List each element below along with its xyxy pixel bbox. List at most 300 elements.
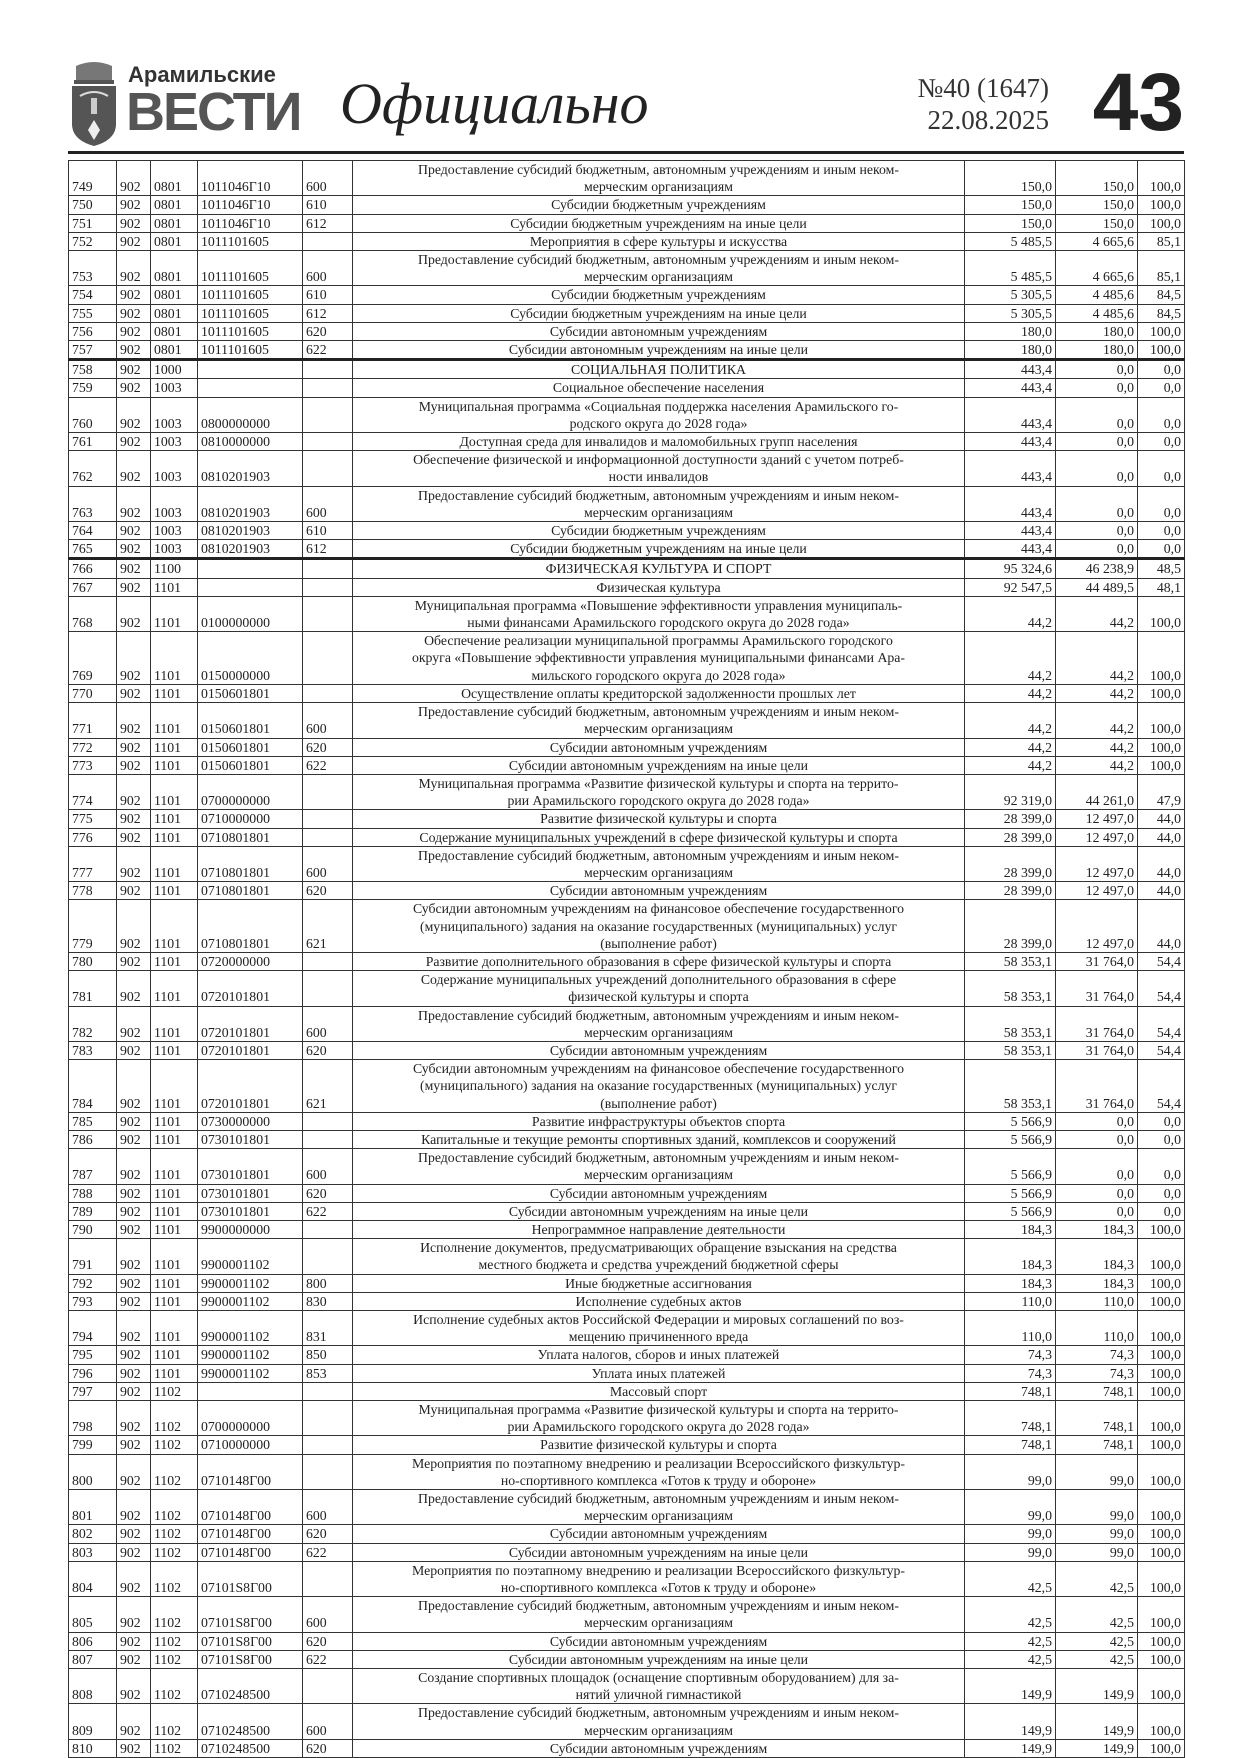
planned-amount-cell: 28 399,0 [965, 828, 1056, 846]
table-row [69, 1704, 1185, 1739]
execution-percent-cell: 54,4 [1138, 1006, 1185, 1041]
description-cell: Исполнение документов, предусматривающих обращение взыскания на средства местного бюджета и средства учреждений бюджетной сферы [353, 1239, 965, 1274]
execution-percent-cell: 100,0 [1138, 1597, 1185, 1632]
target-article-code-cell: 0100000000 [198, 596, 303, 631]
row-number-cell: 788 [69, 1184, 117, 1202]
row-number-cell: 762 [69, 451, 117, 486]
section-code-cell: 1101 [151, 596, 198, 631]
expense-type-code-cell: 800 [303, 1274, 353, 1292]
executed-amount-cell: 110,0 [1056, 1311, 1138, 1346]
description-cell: Массовый спорт [353, 1382, 965, 1400]
planned-amount-cell: 110,0 [965, 1311, 1056, 1346]
target-article-code-cell: 0720101801 [198, 971, 303, 1006]
planned-amount-cell: 5 566,9 [965, 1184, 1056, 1202]
description-cell: Субсидии автономным учреждениям на финансовое обеспечение государственного (муниципального) задания на оказание государственных (муниципальных) услуг (выполнение работ) [353, 1060, 965, 1113]
row-number-cell: 770 [69, 684, 117, 702]
description-cell: Муниципальная программа «Развитие физической культуры и спорта на террито- рии Арамильского городского округа до 2028 года» [353, 1401, 965, 1436]
table-row [69, 1401, 1185, 1436]
ministry-code-cell: 902 [117, 433, 151, 451]
table-row [69, 522, 1185, 540]
section-code-cell: 1101 [151, 1364, 198, 1382]
ministry-code-cell: 902 [117, 1561, 151, 1596]
row-number-cell: 802 [69, 1525, 117, 1543]
planned-amount-cell: 28 399,0 [965, 882, 1056, 900]
expense-type-code-cell: 831 [303, 1311, 353, 1346]
section-code-cell: 1101 [151, 1220, 198, 1238]
section-code-cell: 0801 [151, 286, 198, 304]
target-article-code-cell: 0730101801 [198, 1130, 303, 1148]
executed-amount-cell: 31 764,0 [1056, 952, 1138, 970]
description-cell: Субсидии бюджетным учреждениям [353, 286, 965, 304]
section-code-cell: 1101 [151, 1346, 198, 1364]
execution-percent-cell: 44,0 [1138, 846, 1185, 881]
section-code-cell: 1102 [151, 1650, 198, 1668]
section-code-cell: 0801 [151, 304, 198, 322]
execution-percent-cell: 0,0 [1138, 540, 1185, 559]
executed-amount-cell: 12 497,0 [1056, 828, 1138, 846]
execution-percent-cell: 100,0 [1138, 703, 1185, 738]
executed-amount-cell: 149,9 [1056, 1704, 1138, 1739]
section-code-cell: 1101 [151, 738, 198, 756]
table-row [69, 1311, 1185, 1346]
description-cell: Мероприятия по поэтапному внедрению и реализации Всероссийского физкультур- но-спортивного комплекса «Готов к труду и обороне» [353, 1454, 965, 1489]
ministry-code-cell: 902 [117, 251, 151, 286]
table-row [69, 1543, 1185, 1561]
description-cell: Предоставление субсидий бюджетным, автономным учреждениям и иным неком- мерческим организациям [353, 1597, 965, 1632]
target-article-code-cell: 1011101605 [198, 232, 303, 250]
table-row [69, 1739, 1185, 1757]
row-number-cell: 781 [69, 971, 117, 1006]
planned-amount-cell: 99,0 [965, 1525, 1056, 1543]
section-code-cell: 1003 [151, 451, 198, 486]
executed-amount-cell: 0,0 [1056, 1202, 1138, 1220]
table-row [69, 828, 1185, 846]
ministry-code-cell: 902 [117, 952, 151, 970]
execution-percent-cell: 44,0 [1138, 828, 1185, 846]
planned-amount-cell: 443,4 [965, 397, 1056, 432]
description-cell: Предоставление субсидий бюджетным, автономным учреждениям и иным неком- мерческим организациям [353, 703, 965, 738]
section-code-cell: 1101 [151, 1041, 198, 1059]
ministry-code-cell: 902 [117, 1311, 151, 1346]
section-code-cell: 1101 [151, 1006, 198, 1041]
target-article-code-cell: 07101S8Г00 [198, 1597, 303, 1632]
ministry-code-cell: 902 [117, 1382, 151, 1400]
target-article-code-cell: 9900001102 [198, 1274, 303, 1292]
row-number-cell: 793 [69, 1292, 117, 1310]
executed-amount-cell: 44 489,5 [1056, 578, 1138, 596]
table-row [69, 1274, 1185, 1292]
target-article-code-cell: 0720000000 [198, 952, 303, 970]
planned-amount-cell: 44,2 [965, 596, 1056, 631]
expense-type-code-cell [303, 774, 353, 809]
row-number-cell: 805 [69, 1597, 117, 1632]
row-number-cell: 776 [69, 828, 117, 846]
expense-type-code-cell: 622 [303, 1650, 353, 1668]
ministry-code-cell: 902 [117, 774, 151, 809]
execution-percent-cell: 54,4 [1138, 1041, 1185, 1059]
executed-amount-cell: 184,3 [1056, 1220, 1138, 1238]
section-code-cell: 1101 [151, 774, 198, 809]
executed-amount-cell: 0,0 [1056, 486, 1138, 521]
execution-percent-cell: 100,0 [1138, 1650, 1185, 1668]
table-row [69, 684, 1185, 702]
expense-type-code-cell [303, 397, 353, 432]
execution-percent-cell: 0,0 [1138, 1184, 1185, 1202]
planned-amount-cell: 74,3 [965, 1364, 1056, 1382]
table-row [69, 596, 1185, 631]
description-cell: Субсидии автономным учреждениям [353, 738, 965, 756]
execution-percent-cell: 100,0 [1138, 1739, 1185, 1757]
table-row [69, 1220, 1185, 1238]
planned-amount-cell: 95 324,6 [965, 559, 1056, 578]
execution-percent-cell: 100,0 [1138, 1311, 1185, 1346]
target-article-code-cell: 0700000000 [198, 1401, 303, 1436]
row-number-cell: 789 [69, 1202, 117, 1220]
planned-amount-cell: 184,3 [965, 1239, 1056, 1274]
expense-type-code-cell: 830 [303, 1292, 353, 1310]
section-code-cell: 1101 [151, 900, 198, 953]
table-row [69, 286, 1185, 304]
ministry-code-cell: 902 [117, 1490, 151, 1525]
expense-type-code-cell: 612 [303, 214, 353, 232]
planned-amount-cell: 44,2 [965, 703, 1056, 738]
executed-amount-cell: 110,0 [1056, 1292, 1138, 1310]
description-cell: Доступная среда для инвалидов и маломобильных групп населения [353, 433, 965, 451]
table-row [69, 738, 1185, 756]
execution-percent-cell: 100,0 [1138, 632, 1185, 685]
execution-percent-cell: 100,0 [1138, 596, 1185, 631]
section-code-cell: 1003 [151, 397, 198, 432]
executed-amount-cell: 42,5 [1056, 1561, 1138, 1596]
execution-percent-cell: 0,0 [1138, 1149, 1185, 1184]
budget-table-body [69, 161, 1185, 1758]
executed-amount-cell: 0,0 [1056, 1184, 1138, 1202]
row-number-cell: 758 [69, 360, 117, 379]
description-cell: Исполнение судебных актов [353, 1292, 965, 1310]
target-article-code-cell: 0720101801 [198, 1060, 303, 1113]
executed-amount-cell: 149,9 [1056, 1739, 1138, 1757]
executed-amount-cell: 184,3 [1056, 1274, 1138, 1292]
description-cell: ФИЗИЧЕСКАЯ КУЛЬТУРА И СПОРТ [353, 559, 965, 578]
executed-amount-cell: 12 497,0 [1056, 846, 1138, 881]
description-cell: Иные бюджетные ассигнования [353, 1274, 965, 1292]
target-article-code-cell: 9900001102 [198, 1346, 303, 1364]
description-cell: Мероприятия в сфере культуры и искусства [353, 232, 965, 250]
execution-percent-cell: 44,0 [1138, 882, 1185, 900]
row-number-cell: 765 [69, 540, 117, 559]
target-article-code-cell: 0710000000 [198, 810, 303, 828]
target-article-code-cell: 9900001102 [198, 1311, 303, 1346]
executed-amount-cell: 0,0 [1056, 1149, 1138, 1184]
executed-amount-cell: 44,2 [1056, 684, 1138, 702]
executed-amount-cell: 31 764,0 [1056, 1006, 1138, 1041]
expense-type-code-cell [303, 1436, 353, 1454]
planned-amount-cell: 443,4 [965, 451, 1056, 486]
execution-percent-cell: 85,1 [1138, 251, 1185, 286]
description-cell: Предоставление субсидий бюджетным, автономным учреждениям и иным неком- мерческим организациям [353, 251, 965, 286]
target-article-code-cell: 0810201903 [198, 522, 303, 540]
row-number-cell: 782 [69, 1006, 117, 1041]
execution-percent-cell: 100,0 [1138, 1454, 1185, 1489]
row-number-cell: 753 [69, 251, 117, 286]
execution-percent-cell: 44,0 [1138, 810, 1185, 828]
planned-amount-cell: 5 305,5 [965, 304, 1056, 322]
section-code-cell: 1102 [151, 1669, 198, 1704]
row-number-cell: 778 [69, 882, 117, 900]
executed-amount-cell: 4 485,6 [1056, 304, 1138, 322]
target-article-code-cell: 0710248500 [198, 1704, 303, 1739]
target-article-code-cell [198, 1382, 303, 1400]
expense-type-code-cell [303, 433, 353, 451]
table-row [69, 1561, 1185, 1596]
row-number-cell: 804 [69, 1561, 117, 1596]
expense-type-code-cell: 850 [303, 1346, 353, 1364]
table-row [69, 161, 1185, 196]
planned-amount-cell: 110,0 [965, 1292, 1056, 1310]
execution-percent-cell: 0,0 [1138, 1202, 1185, 1220]
execution-percent-cell: 100,0 [1138, 1274, 1185, 1292]
execution-percent-cell: 100,0 [1138, 1543, 1185, 1561]
target-article-code-cell: 9900000000 [198, 1220, 303, 1238]
ministry-code-cell: 902 [117, 1041, 151, 1059]
planned-amount-cell: 42,5 [965, 1632, 1056, 1650]
section-code-cell: 1102 [151, 1525, 198, 1543]
executed-amount-cell: 184,3 [1056, 1239, 1138, 1274]
executed-amount-cell: 99,0 [1056, 1490, 1138, 1525]
description-cell: Субсидии бюджетным учреждениям на иные цели [353, 540, 965, 559]
description-cell: Предоставление субсидий бюджетным, автономным учреждениям и иным неком- мерческим организациям [353, 161, 965, 196]
expense-type-code-cell: 600 [303, 251, 353, 286]
planned-amount-cell: 5 485,5 [965, 232, 1056, 250]
row-number-cell: 792 [69, 1274, 117, 1292]
planned-amount-cell: 5 566,9 [965, 1112, 1056, 1130]
planned-amount-cell: 5 305,5 [965, 286, 1056, 304]
section-code-cell: 0801 [151, 232, 198, 250]
target-article-code-cell: 9900001102 [198, 1292, 303, 1310]
ministry-code-cell: 902 [117, 900, 151, 953]
target-article-code-cell: 0150601801 [198, 756, 303, 774]
planned-amount-cell: 28 399,0 [965, 846, 1056, 881]
row-number-cell: 799 [69, 1436, 117, 1454]
execution-percent-cell: 100,0 [1138, 1346, 1185, 1364]
row-number-cell: 772 [69, 738, 117, 756]
description-cell: Субсидии автономным учреждениям [353, 1739, 965, 1757]
row-number-cell: 755 [69, 304, 117, 322]
target-article-code-cell: 0810201903 [198, 486, 303, 521]
section-code-cell: 1102 [151, 1454, 198, 1489]
ministry-code-cell: 902 [117, 451, 151, 486]
planned-amount-cell: 42,5 [965, 1561, 1056, 1596]
expense-type-code-cell: 600 [303, 1704, 353, 1739]
expense-type-code-cell: 620 [303, 1525, 353, 1543]
description-cell: Развитие дополнительного образования в сфере физической культуры и спорта [353, 952, 965, 970]
expense-type-code-cell: 610 [303, 196, 353, 214]
issue-info [918, 72, 1050, 136]
executed-amount-cell: 31 764,0 [1056, 1041, 1138, 1059]
execution-percent-cell: 100,0 [1138, 1525, 1185, 1543]
executed-amount-cell: 748,1 [1056, 1382, 1138, 1400]
brand-name-top: Арамильские [128, 62, 276, 87]
section-code-cell: 1102 [151, 1597, 198, 1632]
page-number: 43 [1092, 57, 1184, 148]
description-cell: Уплата иных платежей [353, 1364, 965, 1382]
target-article-code-cell: 1011046Г10 [198, 214, 303, 232]
table-row [69, 952, 1185, 970]
target-article-code-cell: 0710801801 [198, 900, 303, 953]
row-number-cell: 768 [69, 596, 117, 631]
description-cell: Уплата налогов, сборов и иных платежей [353, 1346, 965, 1364]
executed-amount-cell: 12 497,0 [1056, 810, 1138, 828]
row-number-cell: 774 [69, 774, 117, 809]
expense-type-code-cell: 622 [303, 341, 353, 360]
planned-amount-cell: 58 353,1 [965, 971, 1056, 1006]
target-article-code-cell: 0720101801 [198, 1041, 303, 1059]
target-article-code-cell: 0710148Г00 [198, 1543, 303, 1561]
executed-amount-cell: 0,0 [1056, 397, 1138, 432]
table-row [69, 1669, 1185, 1704]
table-row [69, 578, 1185, 596]
table-row [69, 1364, 1185, 1382]
section-code-cell: 1102 [151, 1561, 198, 1596]
description-cell: Субсидии автономным учреждениям [353, 1632, 965, 1650]
description-cell: Предоставление субсидий бюджетным, автономным учреждениям и иным неком- мерческим организациям [353, 1149, 965, 1184]
table-row [69, 1292, 1185, 1310]
planned-amount-cell: 150,0 [965, 196, 1056, 214]
execution-percent-cell: 0,0 [1138, 360, 1185, 379]
expense-type-code-cell [303, 971, 353, 1006]
planned-amount-cell: 443,4 [965, 540, 1056, 559]
description-cell: Развитие инфраструктуры объектов спорта [353, 1112, 965, 1130]
ministry-code-cell: 902 [117, 397, 151, 432]
planned-amount-cell: 44,2 [965, 738, 1056, 756]
section-code-cell: 1102 [151, 1632, 198, 1650]
target-article-code-cell: 0710248500 [198, 1739, 303, 1757]
expense-type-code-cell [303, 360, 353, 379]
ministry-code-cell: 902 [117, 1669, 151, 1704]
execution-percent-cell: 100,0 [1138, 1364, 1185, 1382]
expense-type-code-cell [303, 1220, 353, 1238]
target-article-code-cell: 0710148Г00 [198, 1454, 303, 1489]
table-row [69, 1490, 1185, 1525]
planned-amount-cell: 44,2 [965, 684, 1056, 702]
target-article-code-cell: 0700000000 [198, 774, 303, 809]
target-article-code-cell: 0150601801 [198, 738, 303, 756]
expense-type-code-cell: 621 [303, 1060, 353, 1113]
executed-amount-cell: 44,2 [1056, 738, 1138, 756]
row-number-cell: 796 [69, 1364, 117, 1382]
table-row [69, 341, 1185, 360]
description-cell: Субсидии автономным учреждениям на финансовое обеспечение государственного (муниципального) задания на оказание государственных (муниципальных) услуг (выполнение работ) [353, 900, 965, 953]
section-code-cell: 1101 [151, 1274, 198, 1292]
expense-type-code-cell: 620 [303, 738, 353, 756]
row-number-cell: 800 [69, 1454, 117, 1489]
executed-amount-cell: 0,0 [1056, 1130, 1138, 1148]
section-code-cell: 1101 [151, 756, 198, 774]
section-code-cell: 1101 [151, 1112, 198, 1130]
expense-type-code-cell: 600 [303, 1149, 353, 1184]
ministry-code-cell: 902 [117, 1220, 151, 1238]
description-cell: Содержание муниципальных учреждений дополнительного образования в сфере физической культуры и спорта [353, 971, 965, 1006]
executed-amount-cell: 42,5 [1056, 1650, 1138, 1668]
execution-percent-cell: 100,0 [1138, 161, 1185, 196]
execution-percent-cell: 54,4 [1138, 971, 1185, 1006]
target-article-code-cell: 1011046Г10 [198, 196, 303, 214]
execution-percent-cell: 100,0 [1138, 1220, 1185, 1238]
ministry-code-cell: 902 [117, 632, 151, 685]
row-number-cell: 761 [69, 433, 117, 451]
ministry-code-cell: 902 [117, 1704, 151, 1739]
description-cell: Социальное обеспечение населения [353, 379, 965, 397]
description-cell: Развитие физической культуры и спорта [353, 1436, 965, 1454]
section-code-cell: 1101 [151, 1184, 198, 1202]
planned-amount-cell: 99,0 [965, 1454, 1056, 1489]
table-row [69, 1130, 1185, 1148]
ministry-code-cell: 902 [117, 379, 151, 397]
ministry-code-cell: 902 [117, 596, 151, 631]
target-article-code-cell: 9900001102 [198, 1364, 303, 1382]
expense-type-code-cell: 622 [303, 1543, 353, 1561]
issue-date: 22.08.2025 [927, 105, 1049, 135]
ministry-code-cell: 902 [117, 1274, 151, 1292]
target-article-code-cell: 1011101605 [198, 304, 303, 322]
execution-percent-cell: 0,0 [1138, 1112, 1185, 1130]
table-row [69, 1239, 1185, 1274]
table-row [69, 214, 1185, 232]
expense-type-code-cell: 620 [303, 1739, 353, 1757]
expense-type-code-cell: 600 [303, 486, 353, 521]
section-code-cell: 1003 [151, 522, 198, 540]
execution-percent-cell: 100,0 [1138, 756, 1185, 774]
row-number-cell: 773 [69, 756, 117, 774]
expense-type-code-cell: 612 [303, 540, 353, 559]
row-number-cell: 751 [69, 214, 117, 232]
execution-percent-cell: 85,1 [1138, 232, 1185, 250]
expense-type-code-cell: 620 [303, 1184, 353, 1202]
ministry-code-cell: 902 [117, 1239, 151, 1274]
description-cell: Осуществление оплаты кредиторской задолженности прошлых лет [353, 684, 965, 702]
row-number-cell: 798 [69, 1401, 117, 1436]
execution-percent-cell: 100,0 [1138, 1490, 1185, 1525]
expense-type-code-cell [303, 1454, 353, 1489]
planned-amount-cell: 443,4 [965, 486, 1056, 521]
execution-percent-cell: 100,0 [1138, 341, 1185, 360]
header-divider [68, 151, 1184, 154]
execution-percent-cell: 47,9 [1138, 774, 1185, 809]
execution-percent-cell: 0,0 [1138, 397, 1185, 432]
expense-type-code-cell [303, 684, 353, 702]
target-article-code-cell: 0730101801 [198, 1202, 303, 1220]
executed-amount-cell: 44 261,0 [1056, 774, 1138, 809]
expense-type-code-cell [303, 559, 353, 578]
execution-percent-cell: 0,0 [1138, 486, 1185, 521]
executed-amount-cell: 99,0 [1056, 1525, 1138, 1543]
description-cell: Субсидии бюджетным учреждениям [353, 196, 965, 214]
expense-type-code-cell: 610 [303, 522, 353, 540]
section-code-cell: 1003 [151, 486, 198, 521]
expense-type-code-cell [303, 578, 353, 596]
description-cell: Создание спортивных площадок (оснащение спортивным оборудованием) для за- нятий уличной гимнастикой [353, 1669, 965, 1704]
description-cell: Субсидии бюджетным учреждениям на иные цели [353, 214, 965, 232]
section-code-cell: 1101 [151, 632, 198, 685]
expense-type-code-cell [303, 1669, 353, 1704]
target-article-code-cell: 0710148Г00 [198, 1525, 303, 1543]
description-cell: Предоставление субсидий бюджетным, автономным учреждениям и иным неком- мерческим организациям [353, 486, 965, 521]
ministry-code-cell: 902 [117, 486, 151, 521]
planned-amount-cell: 748,1 [965, 1382, 1056, 1400]
section-code-cell: 1102 [151, 1490, 198, 1525]
description-cell: Предоставление субсидий бюджетным, автономным учреждениям и иным неком- мерческим организациям [353, 1006, 965, 1041]
ministry-code-cell: 902 [117, 684, 151, 702]
